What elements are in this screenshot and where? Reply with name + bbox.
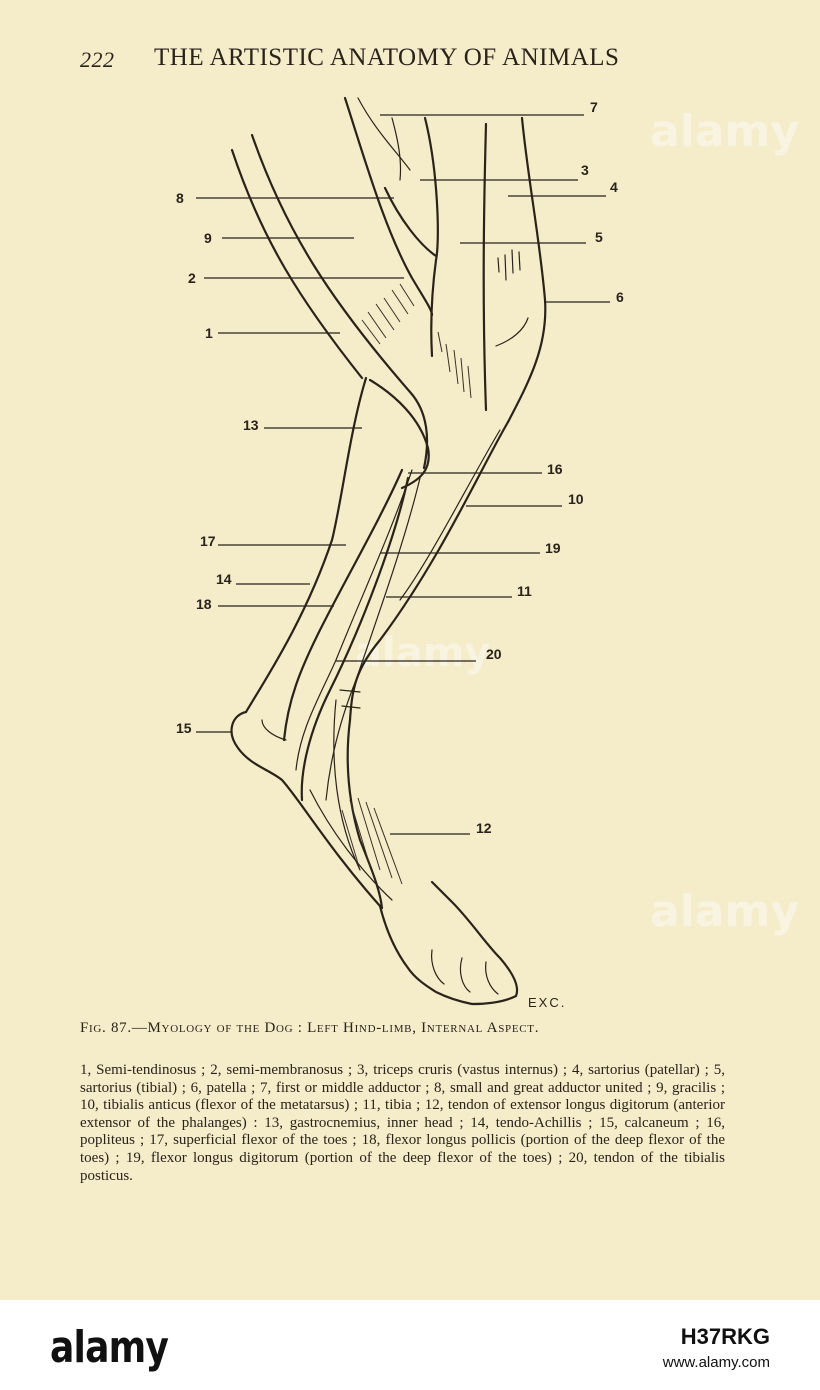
stock-footer — [0, 1300, 820, 1390]
label-5: 5 — [595, 229, 603, 245]
label-1: 1 — [205, 325, 213, 341]
label-10: 10 — [568, 491, 584, 507]
figure-title: —Myology of the Dog : Left Hind-limb, Internal Aspect. — [131, 1020, 540, 1036]
page-number: 222 — [80, 47, 115, 72]
label-6: 6 — [616, 289, 624, 305]
running-title: THE ARTISTIC ANATOMY OF ANIMALS — [154, 44, 620, 71]
label-13: 13 — [243, 417, 259, 433]
label-4: 4 — [610, 179, 618, 195]
figure-legend: 1, Semi-tendinosus ; 2, semi-membranosus ; 3, triceps cruris (vastus internus) ; 4, sartorius (patellar) ; 5, sartorius (tibial) ; 6, patella ; 7, first or middle adductor ; 8, small and great adductor united ; 9, gracilis ; 10, tibialis anticus (flexor of the metatarsus) ; 11, tibia ; 12, tendon of extensor longus digitorum (anterior extensor of the phalanges) : 13, gastrocnemius, inner head ; 14, tendo-Achillis ; 15, calcaneum ; 16, popliteus ; 17, superficial flexor of the toes ; 18, flexor longus pollicis (portion of the deep flexor of the toes) ; 19, flexor longus digitorum (portion of the deep flexor of the toes) ; 20, tendon of the tibialis posticus. — [80, 1062, 725, 1184]
label-9: 9 — [204, 230, 212, 246]
label-20: 20 — [486, 646, 502, 662]
figure-number: Fig. 87. — [80, 1020, 132, 1036]
label-11: 11 — [517, 583, 532, 599]
artist-signature: EXC. — [528, 995, 567, 1010]
label-17: 17 — [200, 533, 216, 549]
label-3: 3 — [581, 162, 589, 178]
watermark-top: alamy — [650, 106, 799, 157]
label-8: 8 — [176, 190, 184, 206]
label-15: 15 — [176, 720, 192, 736]
image-id: H37RKG — [680, 1324, 770, 1349]
label-18: 18 — [196, 596, 212, 612]
label-12: 12 — [476, 820, 492, 836]
site-url: www.alamy.com — [662, 1354, 770, 1371]
label-7: 7 — [590, 99, 598, 115]
limb-drawing — [232, 98, 546, 1004]
figure-caption — [80, 1020, 745, 1037]
label-16: 16 — [547, 461, 563, 477]
watermark-center: alamy — [355, 630, 491, 676]
label-14: 14 — [216, 571, 232, 587]
label-2: 2 — [188, 270, 196, 286]
alamy-logo: alamy — [50, 1322, 169, 1373]
label-19: 19 — [545, 540, 561, 556]
watermark-bottom: alamy — [650, 886, 799, 937]
figure-labels — [176, 99, 624, 1010]
